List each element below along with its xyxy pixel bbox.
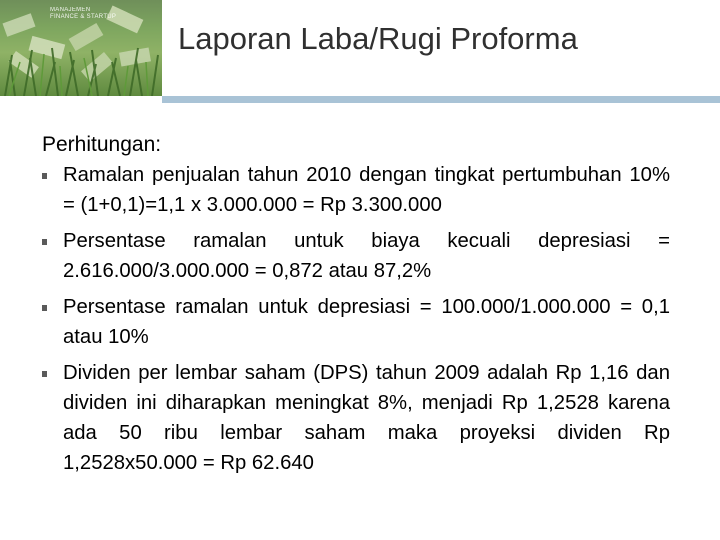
bullet-item xyxy=(42,226,670,286)
logo-text xyxy=(50,7,140,21)
header-photo xyxy=(0,0,162,96)
bullet-text: Dividen per lembar saham (DPS) tahun 2009 adalah Rp 1,16 dan dividen ini diharapkan meningkat 8%, menjadi Rp 1,2528 karena ada 50 ribu lembar saham maka proyeksi dividen Rp 1,2528x50.000 = Rp 62.640 xyxy=(63,362,670,474)
square-bullet-icon xyxy=(42,173,47,179)
logo-line-2: FINANCE & STARTUP xyxy=(50,14,117,20)
square-bullet-icon xyxy=(42,305,47,311)
square-bullet-icon xyxy=(42,239,47,245)
page-title: Laporan Laba/Rugi Proforma xyxy=(178,21,578,56)
bullet-text: Persentase ramalan untuk biaya kecuali depresiasi = 2.616.000/3.000.000 = 0,872 atau 87,2% xyxy=(63,230,670,282)
bullet-item xyxy=(42,292,670,352)
intro-text: Perhitungan: xyxy=(42,133,162,156)
square-bullet-icon xyxy=(42,371,47,377)
logo-line-1: MANAJEMEN xyxy=(50,7,91,13)
slide-content xyxy=(42,130,670,484)
bullet-item xyxy=(42,160,670,220)
header-divider xyxy=(162,96,720,103)
bullet-text: Ramalan penjualan tahun 2010 dengan tingkat pertumbuhan 10% = (1+0,1)=1,1 x 3.000.000 = Rp 3.300.000 xyxy=(63,164,670,216)
bullet-list xyxy=(42,160,670,478)
header-rule-gap xyxy=(0,96,162,103)
bullet-text: Persentase ramalan untuk depresiasi = 100.000/1.000.000 = 0,1 atau 10% xyxy=(63,296,670,348)
bullet-item xyxy=(42,358,670,478)
